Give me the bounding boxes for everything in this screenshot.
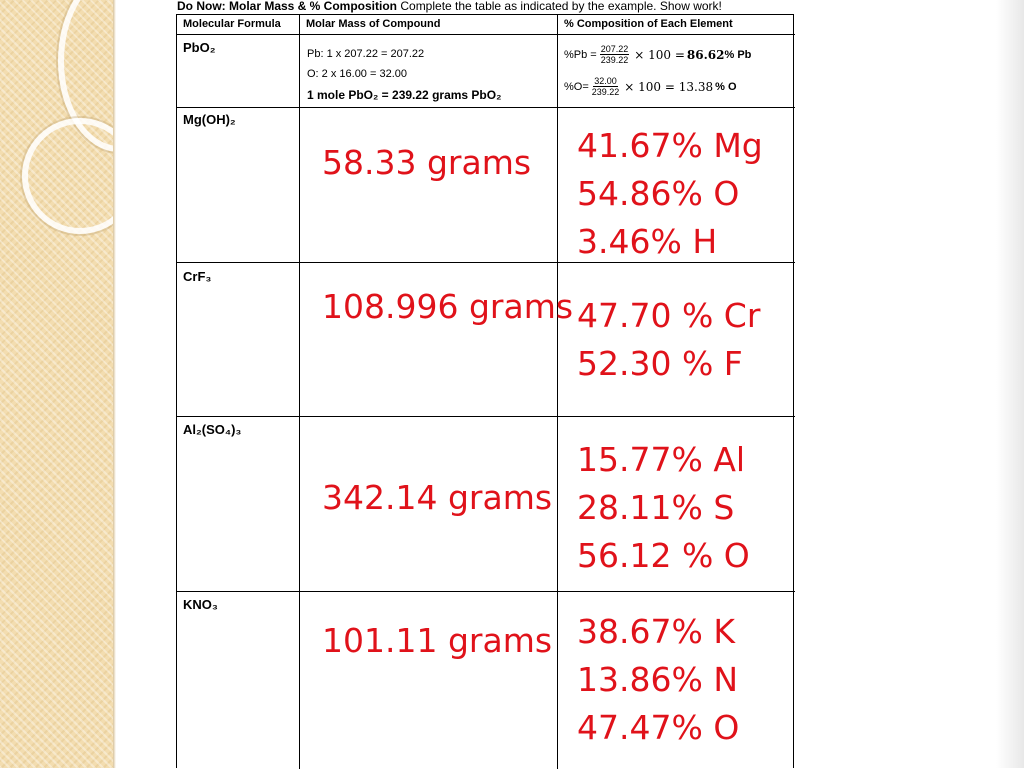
table-column-rule: [557, 15, 558, 769]
side-panel-edge: [113, 0, 116, 768]
composition-answer: 56.12 % O: [577, 536, 750, 575]
o-times: × 100 = 13.38: [624, 79, 714, 94]
o-suffix: % O: [715, 80, 737, 93]
pb-suffix: % Pb: [724, 48, 752, 61]
table-column-rule: [299, 15, 300, 769]
composition-answer: 52.30 % F: [577, 344, 743, 383]
o-numerator: 32.00: [594, 76, 617, 86]
molar-mass-answer: 101.11 grams: [322, 621, 553, 660]
composition-answer: 28.11% S: [577, 488, 735, 527]
table-rule: [177, 591, 795, 592]
table-rule: [177, 107, 795, 108]
header-percent-composition: % Composition of Each Element: [564, 18, 733, 30]
header-molecular-formula: Molecular Formula: [183, 18, 281, 30]
header-molar-mass: Molar Mass of Compound: [306, 18, 441, 30]
decorative-side-panel: [0, 0, 113, 768]
pb-denominator: 239.22: [600, 55, 629, 65]
molar-mass-answer: 58.33 grams: [322, 143, 532, 182]
composition-answer: 41.67% Mg: [577, 126, 763, 165]
composition-answer: 3.46% H: [577, 222, 718, 261]
row-formula: Al₂(SO₄)₃: [183, 422, 242, 437]
composition-answer: 47.70 % Cr: [577, 296, 761, 335]
molar-mass-answer: 342.14 grams: [322, 478, 553, 517]
row-formula: CrF₃: [183, 269, 212, 284]
molar-mass-table: [176, 14, 794, 768]
example-pb-equation: [564, 44, 751, 65]
example-work-result: 1 mole PbO₂ = 239.22 grams PbO₂: [307, 88, 502, 102]
o-label: %O=: [564, 80, 589, 93]
pb-numerator: 207.22: [600, 44, 629, 54]
example-work-line: O: 2 x 16.00 = 32.00: [307, 68, 407, 80]
table-rule: [177, 416, 795, 417]
title-instruction: Complete the table as indicated by the example. Show work!: [397, 0, 722, 13]
composition-answer: 15.77% Al: [577, 440, 746, 479]
example-formula: PbO₂: [183, 40, 216, 55]
o-fraction: [592, 76, 620, 97]
pb-fraction: [600, 44, 630, 65]
example-work-line: Pb: 1 x 207.22 = 207.22: [307, 48, 425, 60]
page-title: [177, 0, 817, 14]
row-formula: Mg(OH)₂: [183, 112, 236, 127]
composition-answer: 13.86% N: [577, 660, 739, 699]
row-formula: KNO₃: [183, 597, 218, 612]
page-shadow: [996, 0, 1024, 768]
composition-answer: 47.47% O: [577, 708, 740, 747]
pb-times: × 100 =: [634, 47, 685, 62]
molar-mass-answer: 108.996 grams: [322, 287, 574, 326]
title-heading: Do Now: Molar Mass & % Composition: [177, 0, 398, 13]
pb-result: 86.62: [686, 47, 725, 62]
o-denominator: 239.22: [591, 87, 620, 97]
example-o-equation: [564, 76, 737, 97]
decorative-ring: [22, 118, 113, 234]
composition-answer: 38.67% K: [577, 612, 735, 651]
composition-answer: 54.86% O: [577, 174, 740, 213]
table-rule: [177, 34, 795, 35]
pb-label: %Pb =: [564, 48, 597, 61]
